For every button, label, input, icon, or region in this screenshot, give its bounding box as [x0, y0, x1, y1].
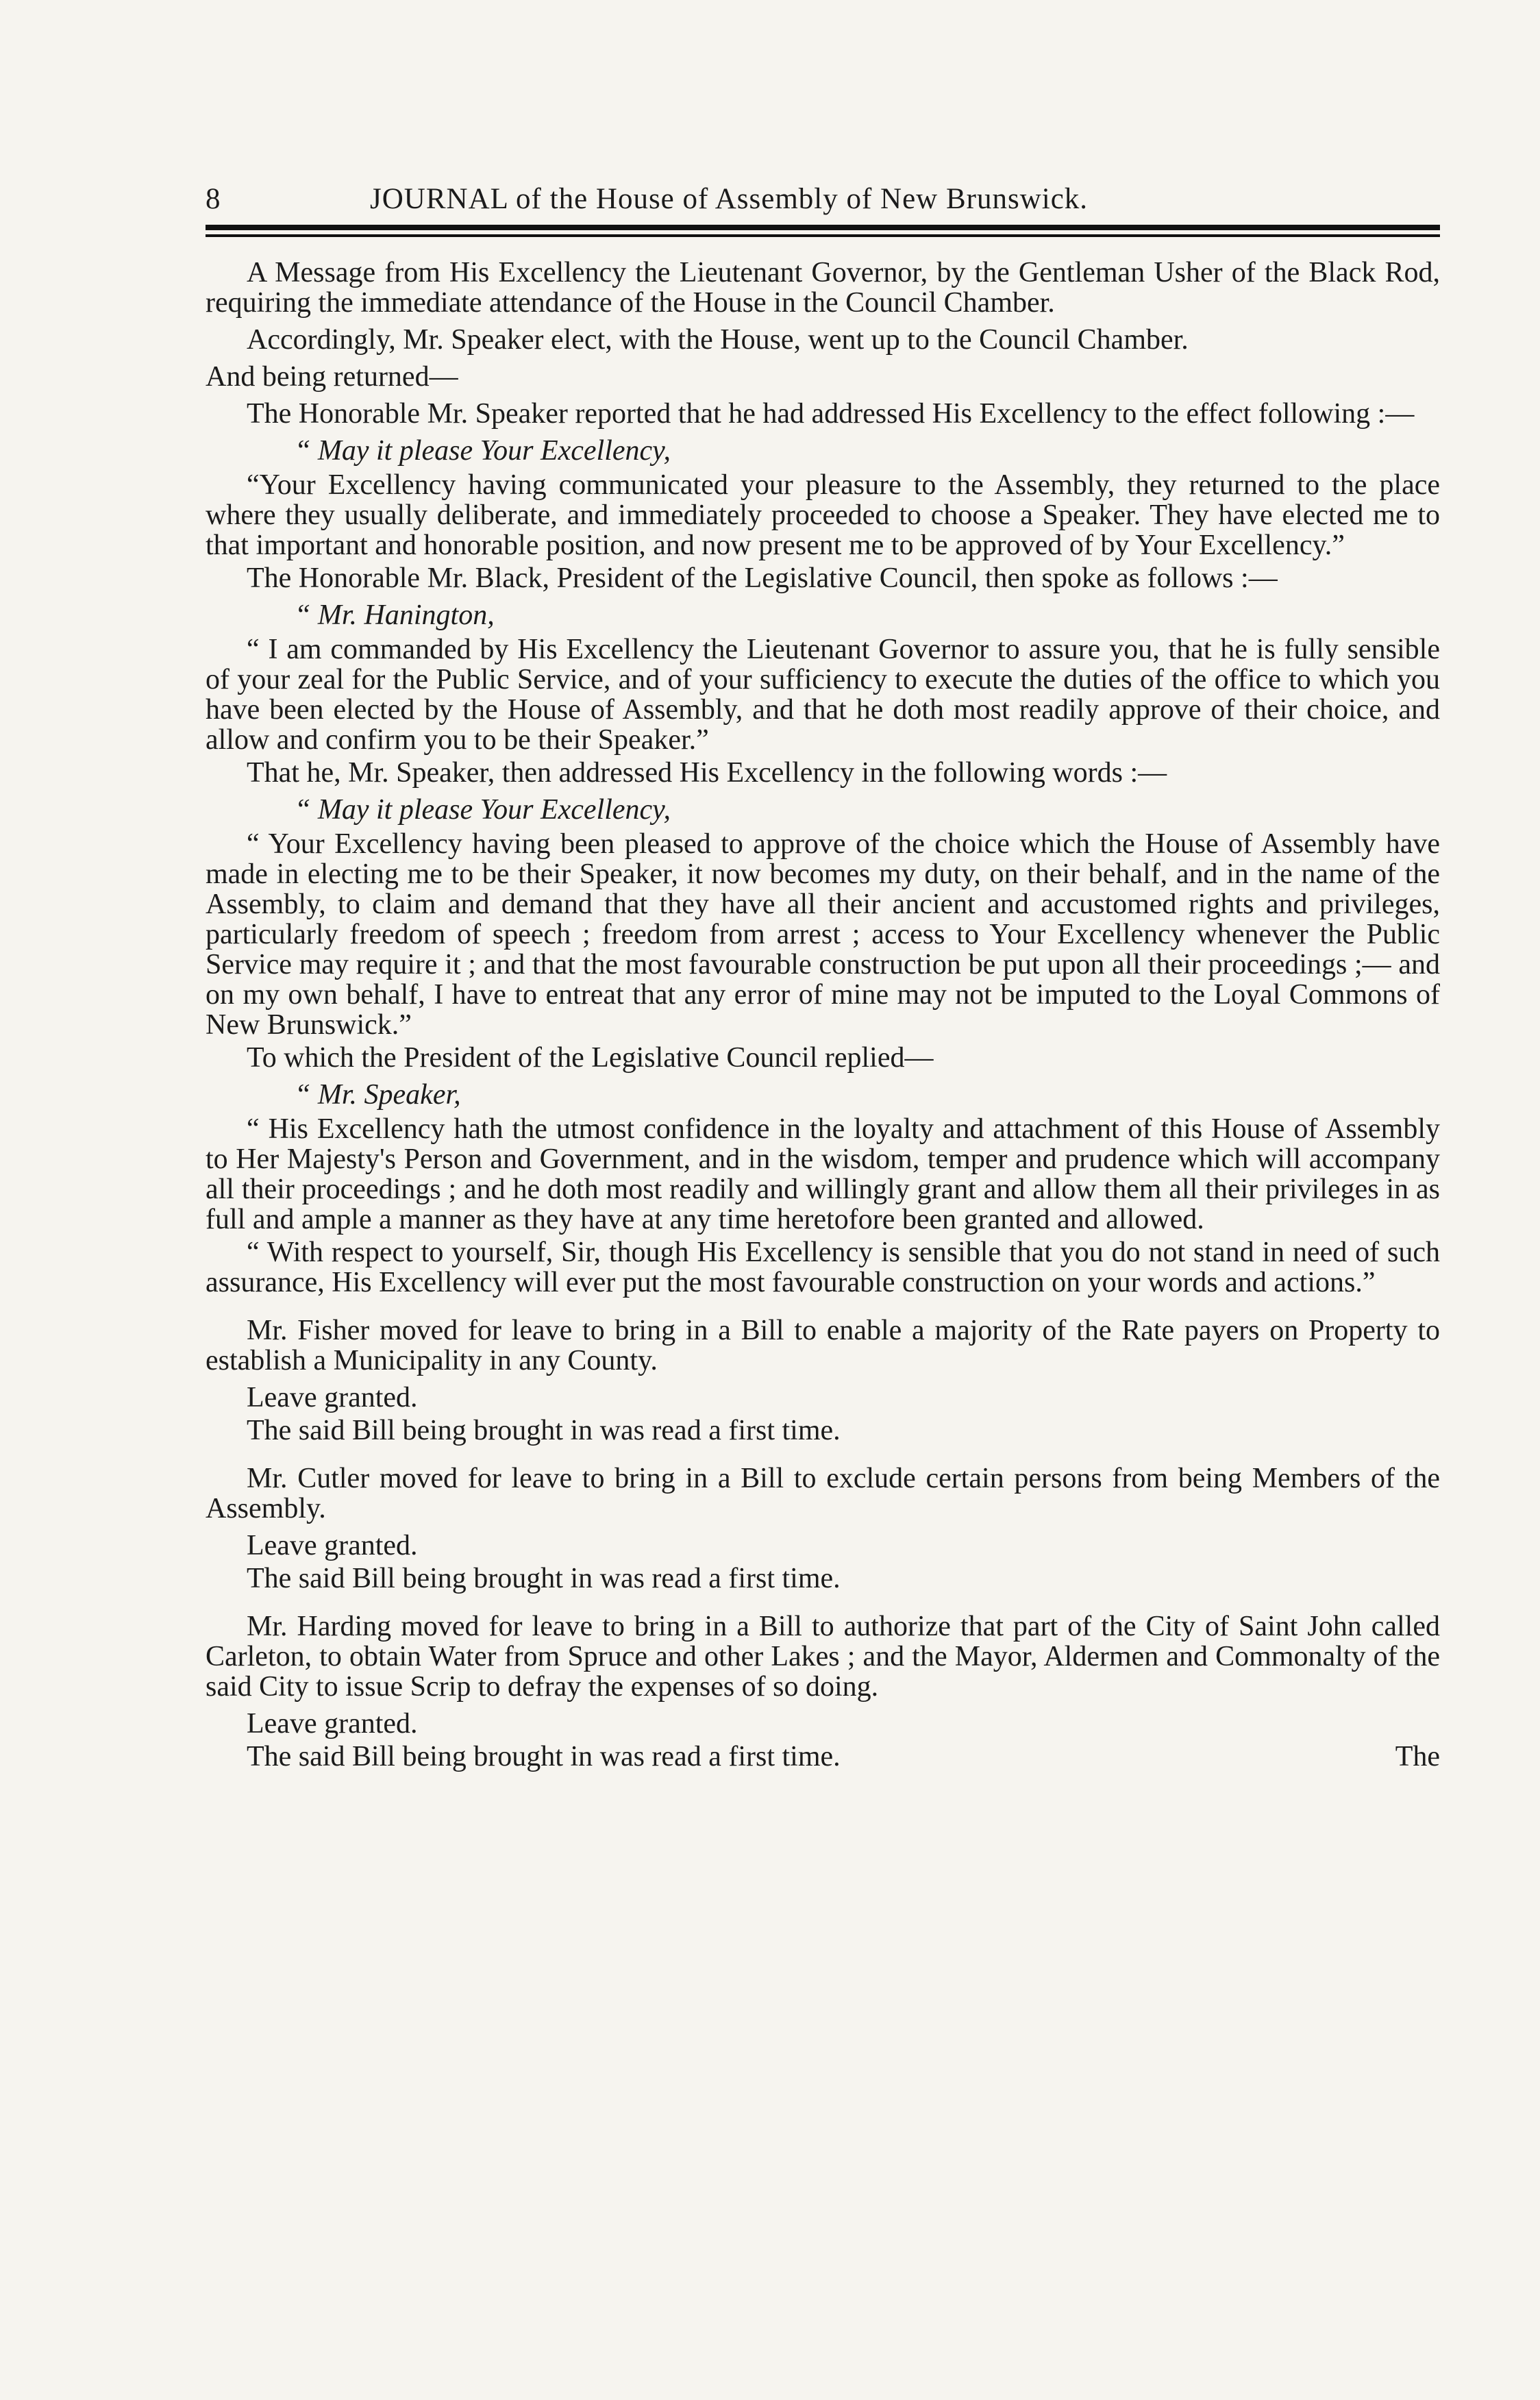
- paragraph-president-replied: To which the President of the Legislative Council replied—: [247, 1042, 934, 1074]
- quote-speaker-address: “Your Excellency having communicated your pleasure to the Assembly, they returned to the place where they usually deliberate, and immediately proceeded to choose a Speaker. They have elected me to that important and honorable position, and now present me to be approved of by Your Excellency.”: [206, 469, 1440, 561]
- motion-cutler: Mr. Cutler moved for leave to bring in a Bill to exclude certain persons from being Members of the Assembly.: [206, 1463, 1440, 1524]
- paragraph-accordingly: Accordingly, Mr. Speaker elect, with the House, went up to the Council Chamber.: [247, 324, 1189, 356]
- page-body: [206, 258, 1440, 1772]
- leave-granted-fisher: Leave granted.: [247, 1382, 418, 1413]
- salutation-hanington: “ Mr. Hanington,: [295, 599, 495, 631]
- quote-respect-yourself: “ With respect to yourself, Sir, though His Excellency is sensible that you do not stand in need of such assurance, His Excellency will ever put the most favourable construction on your words and actions.”: [206, 1237, 1440, 1298]
- paragraph-black-spoke: The Honorable Mr. Black, President of the Legislative Council, then spoke as follows :—: [247, 562, 1278, 594]
- page-number: 8: [206, 183, 221, 215]
- first-reading-fisher: The said Bill being brought in was read a first time.: [247, 1415, 841, 1446]
- salutation-excellency-2: “ May it please Your Excellency,: [295, 794, 671, 826]
- motion-fisher: Mr. Fisher moved for leave to bring in a Bill to enable a majority of the Rate payers on Property to establish a Municipality in any County.: [206, 1315, 1440, 1376]
- header-rule-thick: [206, 225, 1440, 230]
- quote-privileges-claim: “ Your Excellency having been pleased to approve of the choice which the House of Assembly have made in electing me to be their Speaker, it now becomes my duty, on their behalf, and in the name of the Assembly, to claim and demand that they have all their ancient and accustomed rights and privileges, particularly freedom of speech ; freedom from arrest ; access to Your Excellency whenever the Public Service may require it ; and that the most favourable construction be put upon all their proceedings ;— and on my own behalf, I have to entreat that any error of mine may not be imputed to the Loyal Commons of New Brunswick.”: [206, 828, 1440, 1041]
- first-reading-cutler: The said Bill being brought in was read a first time.: [247, 1563, 841, 1594]
- running-title: JOURNAL of the House of Assembly of New Brunswick.: [370, 183, 1089, 215]
- leave-granted-harding: Leave granted.: [247, 1708, 418, 1740]
- quote-excellency-confidence: “ His Excellency hath the utmost confidence in the loyalty and attachment of this House of Assembly to Her Majesty's Person and Government, and in the wisdom, temper and prudence which will accompany all their proceedings ; and he doth most readily and willingly grant and allow them all their privileges in as full and ample a manner as they have at any time heretofore been granted and allowed.: [206, 1113, 1440, 1235]
- paragraph-returned: And being returned—: [206, 361, 458, 393]
- motion-harding: Mr. Harding moved for leave to bring in a Bill to authorize that part of the City of Saint John called Carleton, to obtain Water from Spruce and other Lakes ; and the Mayor, Aldermen and Commonalty of the said City to issue Scrip to defray the expenses of so doing.: [206, 1611, 1440, 1703]
- salutation-excellency: “ May it please Your Excellency,: [295, 435, 671, 467]
- header-rule-thin: [206, 234, 1440, 237]
- final-line: [206, 1742, 1440, 1772]
- catchword: The: [1395, 1741, 1440, 1772]
- page-header: [206, 177, 1440, 225]
- paragraph-speaker-reported: The Honorable Mr. Speaker reported that he had addressed His Excellency to the effect following :—: [247, 398, 1415, 430]
- first-reading-harding: The said Bill being brought in was read a first time.: [247, 1741, 841, 1772]
- salutation-speaker: “ Mr. Speaker,: [295, 1079, 461, 1111]
- paragraph-message: A Message from His Excellency the Lieutenant Governor, by the Gentleman Usher of the Black Rod, requiring the immediate attendance of the House in the Council Chamber.: [206, 257, 1440, 319]
- leave-granted-cutler: Leave granted.: [247, 1530, 418, 1561]
- quote-governor-approval: “ I am commanded by His Excellency the Lieutenant Governor to assure you, that he is fully sensible of your zeal for the Public Service, and of your sufficiency to execute the duties of the office to which you have been elected by the House of Assembly, and that he doth most readily approve of their choice, and allow and confirm you to be their Speaker.”: [206, 634, 1440, 756]
- paragraph-speaker-addressed: That he, Mr. Speaker, then addressed His Excellency in the following words :—: [247, 757, 1167, 789]
